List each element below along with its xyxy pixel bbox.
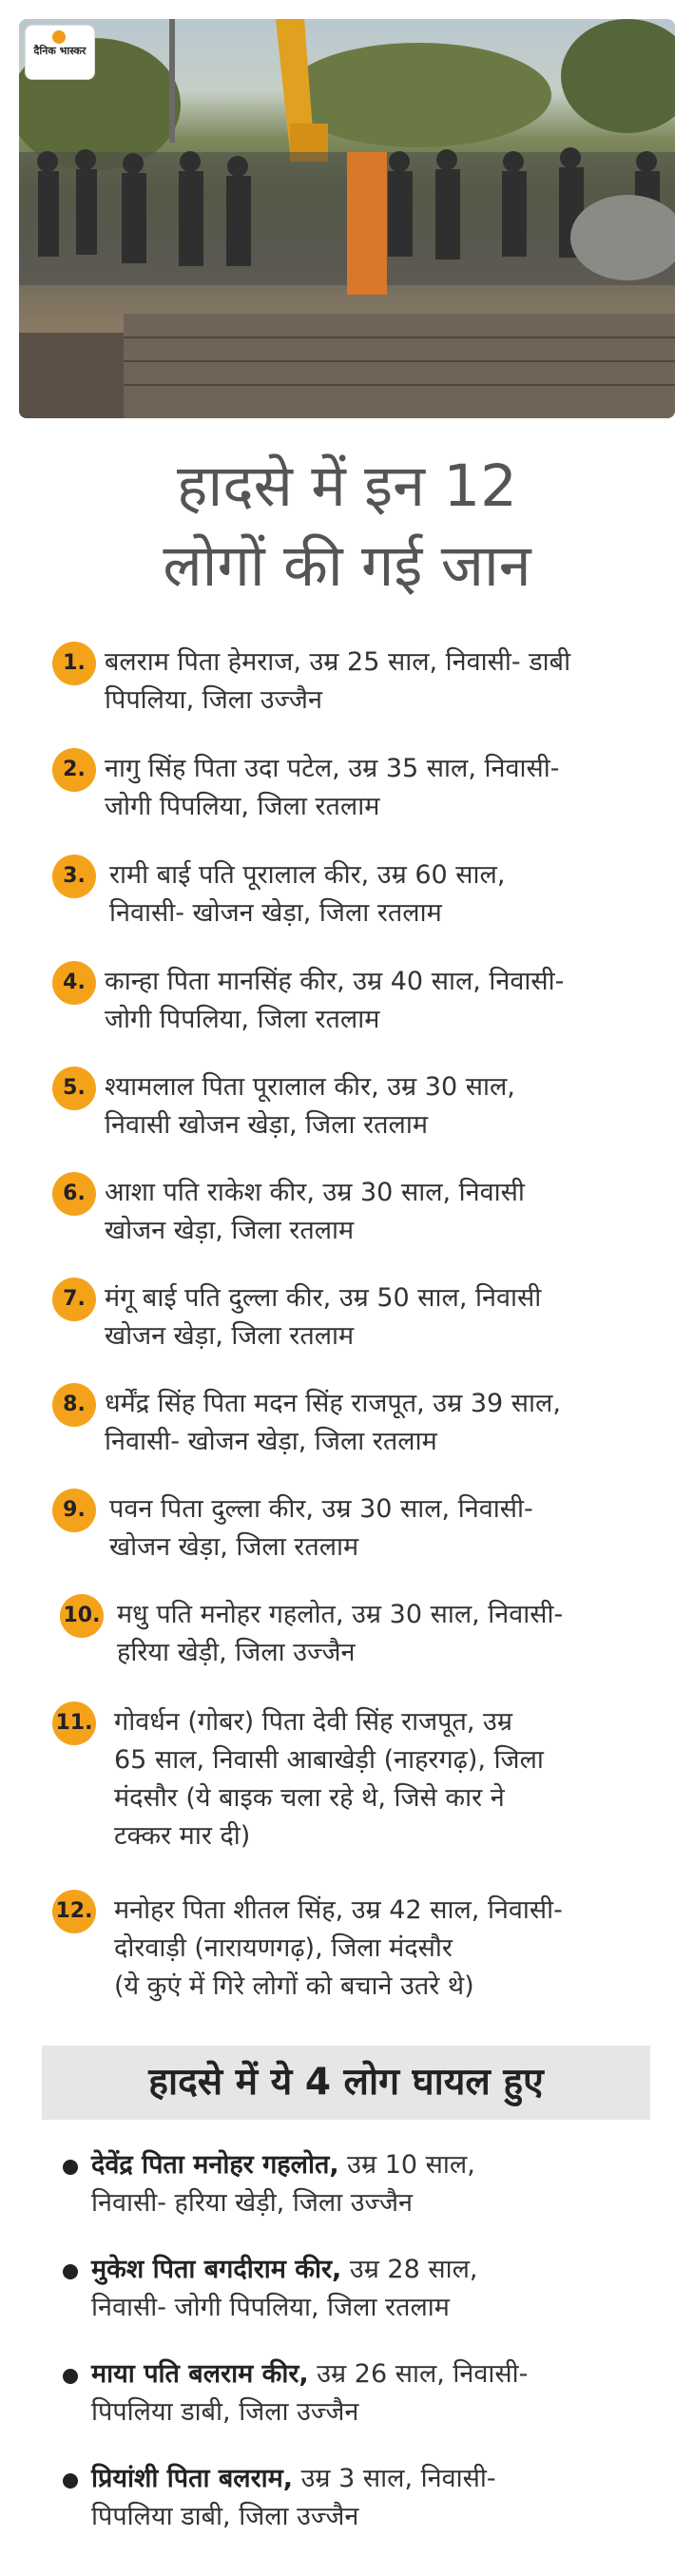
victim-line: बलराम पिता हेमराज, उम्र 25 साल, निवासी- डाबी [105,647,571,677]
victim-number-badge: 6. [52,1172,96,1216]
injured-title-text: हादसे में ये 4 लोग घायल हुए [148,2061,544,2104]
injured-name: मुकेश पिता बगदीराम कीर, [91,2255,342,2284]
injured-line [91,2460,496,2498]
victim-line: टक्कर मार दी) [114,1821,251,1851]
bullet-icon [63,2473,78,2489]
victim-number-badge: 11. [52,1701,96,1745]
victim-line: पिपलिया, जिला उज्जैन [105,685,322,715]
victim-number-badge: 2. [52,748,96,792]
rescue-scene-photo [19,19,675,418]
victim-line: दोरवाड़ी (नारायणगढ़), जिला मंदसौर [114,1933,453,1963]
victim-line: खोजन खेड़ा, जिला रतलाम [105,1321,355,1351]
victim-line: श्यामलाल पिता पूरालाल कीर, उम्र 30 साल, [105,1072,515,1102]
injured-details: उम्र 3 साल, निवासी- [293,2464,496,2493]
bullet-icon [63,2160,78,2175]
victim-line: निवासी- खोजन खेड़ा, जिला रतलाम [105,1427,437,1456]
victim-line: खोजन खेड़ा, जिला रतलाम [105,1216,355,1245]
victim-line: 65 साल, निवासी आबाखेड़ी (नाहरगढ़), जिला [114,1745,544,1775]
victim-line: नागु सिंह पिता उदा पटेल, उम्र 35 साल, निवासी- [105,754,560,783]
injured-line [91,2251,478,2289]
injured-line: पिपलिया डाबी, जिला उज्जैन [91,2502,359,2531]
victim-line: मनोहर पिता शीतल सिंह, उम्र 42 साल, निवासी- [114,1895,563,1925]
bullet-icon [63,2264,78,2279]
injured-details: उम्र 26 साल, निवासी- [308,2359,529,2389]
victim-line: निवासी- खोजन खेड़ा, जिला रतलाम [109,898,442,928]
injured-line [91,2355,528,2393]
victim-line: कान्हा पिता मानसिंह कीर, उम्र 40 साल, निवासी- [105,967,565,996]
victim-line: रामी बाई पति पूरालाल कीर, उम्र 60 साल, [109,860,506,890]
injured-section-title [42,2046,650,2120]
victim-line: (ये कुएं में गिरे लोगों को बचाने उतरे थे) [114,1971,474,2001]
victim-number-badge: 7. [52,1278,96,1321]
victim-line: धर्मेंद्र सिंह पिता मदन सिंह राजपूत, उम्र 39 साल, [105,1389,561,1418]
rescue-scene-illustration [19,19,675,418]
headline [19,447,675,606]
victim-line: पवन पिता दुल्ला कीर, उम्र 30 साल, निवासी- [109,1494,533,1524]
headline-line-1: हादसे में इन 12 [177,452,517,520]
victim-number-badge: 4. [52,961,96,1005]
victim-line: मंगू बाई पति दुल्ला कीर, उम्र 50 साल, निवासी [105,1283,542,1313]
victim-number-badge: 9. [52,1489,96,1532]
victim-line: हरिया खेड़ी, जिला उज्जैन [117,1638,356,1667]
injured-details: उम्र 10 साल, [338,2150,475,2180]
injured-line: निवासी- जोगी पिपलिया, जिला रतलाम [91,2293,450,2322]
brand-logo [25,25,95,80]
victim-line: आशा पति राकेश कीर, उम्र 30 साल, निवासी [105,1178,525,1207]
victim-number-badge: 5. [52,1067,96,1110]
injured-line: निवासी- हरिया खेड़ी, जिला उज्जैन [91,2188,414,2218]
victim-number-badge: 12. [52,1890,96,1933]
injured-line: पिपलिया डाबी, जिला उज्जैन [91,2397,359,2427]
victim-line: जोगी पिपलिया, जिला रतलाम [105,1005,380,1034]
victim-line: गोवर्धन (गोबर) पिता देवी सिंह राजपूत, उम्र [114,1707,512,1737]
brand-logo-text: दैनिक भास्कर [33,45,87,57]
injured-name: प्रियांशी पिता बलराम, [91,2464,294,2493]
victim-line: मधु पति मनोहर गहलोत, उम्र 30 साल, निवासी- [117,1600,564,1629]
victim-number-badge: 1. [52,642,96,685]
victim-number-badge: 3. [52,855,96,898]
victim-number-badge: 8. [52,1383,96,1427]
injured-name: माया पति बलराम कीर, [91,2359,309,2389]
victim-number-badge: 10. [60,1594,104,1638]
injured-line [91,2146,475,2184]
injured-details: उम्र 28 साल, [341,2255,478,2284]
injured-name: देवेंद्र पिता मनोहर गहलोत, [91,2150,339,2180]
victim-line: खोजन खेड़ा, जिला रतलाम [109,1532,359,1562]
victim-line: निवासी खोजन खेड़ा, जिला रतलाम [105,1110,428,1140]
brand-logo-sun-icon [52,30,66,44]
bullet-icon [63,2369,78,2384]
victim-line: मंदसौर (ये बाइक चला रहे थे, जिसे कार ने [114,1783,505,1813]
headline-line-2: लोगों की गई जान [163,532,531,600]
victim-line: जोगी पिपलिया, जिला रतलाम [105,792,380,821]
